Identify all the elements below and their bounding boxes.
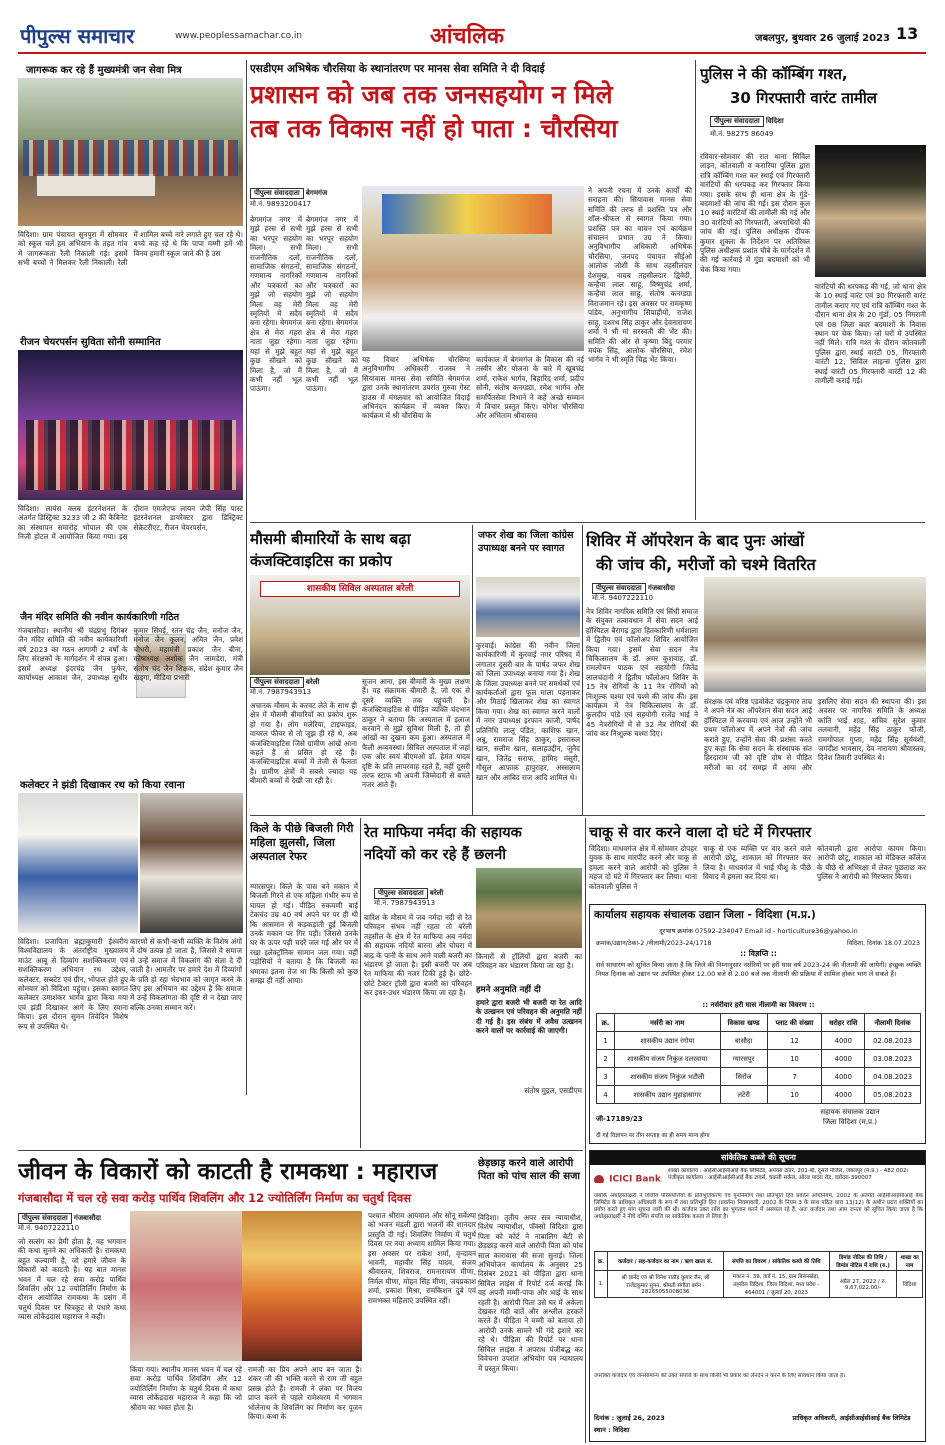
headline: किले के पीछे बिजली गिरी महिला झुलसी, जिला अस्पताल रेफर <box>250 822 354 863</box>
byline <box>250 188 380 199</box>
byline-place: बरेली <box>305 678 320 686</box>
cell: 4000 <box>822 1086 865 1104</box>
branch-address: शाखा कार्यालय : आईसीआईसीआई बैंक लिमिटेड, अपेक्स टावर, 201-बी, दूसरी मंजिल, जबलपुर (म.प्र.) - 482 002। पंजीकृत कार्यालय : आईसीआईसीआई बैंक टावर्स, चकली सर्कल, ओल्ड पादरा रोड, वडोदरा-390007 <box>668 1168 909 1181</box>
cell: 4000 <box>822 1032 865 1050</box>
story-body-2: यह विचार अभिषेक चौरसिया अनुविभागीय अधिकारी राजस्व ने सियावास मानस सेवा समिति बेगमगंज द्वारा उनके स्थानांतरण उपरांत गुरुवा गेस्ट हाउस में मंगलवार को आयोजित विदाई अभिनंदन कार्यक्रम में व्यक्त किए। कार्यक्रम में श्री चौरसिया के <box>362 355 470 421</box>
stage-people <box>26 420 236 490</box>
table-row <box>597 1050 921 1068</box>
eye-flu-story <box>250 525 470 813</box>
byline-place: विदिशा <box>765 117 784 125</box>
notice-title: सांकेतिक कब्जे की सूचना <box>590 1151 926 1165</box>
story-body: गंजबासौदा। स्थानीय श्री चंद्रप्रभु दिगंबर जैन मंदिर समिति की नवीन कार्यकारिणी वर्ष 2023 का गठन आगामी 2 वर्षों के लिए संरक्षकों के मार्गदर्शन में संपन्न हुआ। इसमें अध्यक्ष इंदरचंद्र जैन फुफेर, कार्याध्यक्ष आकाश जैन, उपाध्यक्ष सुधीर कुमार सिंघई, रतन चंद्र जैन, मनोज जैन, मनोज जैन कूलन, अमित जैन, प्रवेश चौधरी, महामंत्री प्रकाश जैन बीना, कोषाध्यक्ष अशोक जैन जामडेरा, मंत्री संतोष चंद जैन शिक्षक, संदेश कुमार जैन खड्गा, मीडिया प्रभारी <box>18 626 243 683</box>
cell: 02.08.2023 <box>865 1032 921 1050</box>
ref-date: विदिशा, दिनांक 18.07.2023 <box>846 940 920 947</box>
lead-story <box>250 60 692 520</box>
story-body-1b: बेगमगंज नगर में मुझे हरस से सभी का भरपूर सहयोग मिला। सभी राजनीतिक दलों, सामाजिक संगठनों, गणमान्य नागरिकों और पत्रकारों का मुझे जो सहयोग मिला वह मेरी स्मृतियों में सदैव बना रहेगा। बेगमगंज क्षेत्र से मेरा गहरा नाता जुड़ा रहेगा। यहां से मुझे बहुत कुछ सीखने को मिला है, जो मैं कभी नहीं भूल पाऊंगा। <box>306 215 358 394</box>
bank-notice <box>589 1150 926 1442</box>
byline-place: गंजबासौदा <box>73 1214 101 1222</box>
h-rule <box>18 1150 583 1151</box>
byline-name: पीपुल्स संवाददाता <box>374 888 428 899</box>
byline-place: गंजबासौदा <box>647 584 675 592</box>
masthead <box>0 0 945 56</box>
police-story <box>700 60 926 520</box>
story-body-3: कार्यकाल में बेगमगंज के विकास की नई तस्वीर और योजना के बारे में खूबचंद्र शर्मा, राकेश भार्गव, बिहारिद शर्मा, प्रदीप सोनी, संतोष कनग्ड्या, रमेश भार्गव और समर्पितसेवा निभाने ने कहे अच्छे सम्मान में विचार प्रस्तुत किए। योगेश चौरसिया और अभिताम श्रीवास्तव <box>476 355 584 421</box>
cell: 4000 <box>822 1068 865 1086</box>
table-row <box>597 1032 921 1050</box>
cell: 10 <box>767 1050 822 1068</box>
bank-logo <box>594 1169 664 1183</box>
col-rule <box>472 525 473 815</box>
story-body-4: पश्चात श्रीराम आयवाल और सोनू सर्वेश्या को भजन मंडली द्वारा भजनों की शानदार प्रस्तुति दी गई। शिवलिंग निर्माण में चतुर्थ दिवस पर नया अध्याय शामिल किया गया। इस अवसर पर राकेश शर्मा, वृन्दावन भावनी, महावीर सिंह यादव, संजय श्रीवास्तव, शिवराज, रामनारायण मीणा, निर्मल मीणा, मोहन सिंह मीणा, जयप्रकाश शर्मा, प्रकाश मिश्रा, रामकिशन दुबे एवं रामभक्त महिलाएं उपस्थित रहीं। <box>368 1211 476 1305</box>
knife-story <box>589 818 926 900</box>
website-url[interactable]: www.peoplessamachar.co.in <box>175 31 303 41</box>
story-body-2: किनारों से ट्रॉलियों द्वारा बजरी का परिवहन कर भंडारण किया जा रहा है। <box>476 952 582 971</box>
sand-mafia-story <box>364 818 582 1148</box>
notice-footer: उपरोक्त कर्जदार एवं जनसामान्य को उक्त संपत्ति के साथ किसी भी प्रकार का लेनदेन न करने के लिए सावधान किया जाता है। <box>594 1373 846 1379</box>
mobile-number: मो.नं. 98275 86049 <box>710 130 774 138</box>
story-body: कुरवाई। कांग्रेस की नवीन जिला कार्यकारिणी में कुरवाई नगर परिषद में लगातार दूसरी बार के पार्षद जफर शेख को जिला उपाध्यक्ष बनाया गया है। शेख के जिला उपाध्यक्ष बनने पर समर्थकों एवं कार्यकर्ताओं द्वारा फूल माला पहनाकर और मिठाई खिलाकर शेख का स्वागत किया गया। शेख का स्वागत करने वालों में नगर उपाध्यक्ष इरफान काजी, पार्षद प्रतिनिधि लालू पंडित, काशिफ खान, अन्नू, रामराज सिंह ठाकुर, इसरारुल खान, सलीम खान, सलाहउद्दीन, जुनैद खान, जितेंद्र सराफ, हामिद मंसूरी, गौसुल आफ़ाक़ हापुराहर, अस्सलाम खान और आबिद राज आदि शामिल थे। <box>476 641 580 782</box>
col-rule <box>246 60 247 1095</box>
police-photo <box>815 145 926 277</box>
headline: छेड़छाड़ करने वाले आरोपी पिता को पांच साल की सजा <box>478 1158 581 1182</box>
story-body-4: ने अपनी रचना में उनके कार्यों की सराहना की। सियावास मानस सेवा समिति की तरफ से प्रशस्ति पत्र और शॉल-श्रीफल से स्वागत किया गया। प्रशस्ति पत्र का वाचन एवं कार्यक्रम संचालन प्रभात उग्र ने किया। अनुविभागीय अधिकारी अभिषेक चौरसिया, जनपद पंचायत सीईओ आलोक जोशी के साथ तहसीलदार देशमुख, नायब तहसीलदार द्विवेदी, कन्हैया लाल साहू, विष्णुचंद्र शर्मा, कन्हैया लाल साहू, संतोष कनग्ड्या विराजमान रहे। इस अवसर पर रामकृष्ण पांडेय, अनुभागीय सिपाहीयों, राजेश साहू, दशरथ सिंह ठाकुर और देवनारायण शर्मा ने भी मां सरस्वती की भेंट की। समिति की ओर से कृष्णा बिंदु परमार मयंक सिंह, आलोक चौरसिया, रमेश भार्गव ने भी स्मृति चिह्न भेंट किया। <box>588 186 692 365</box>
ji-number: जी-17189/23 <box>596 1115 643 1123</box>
signature-title: सहायक संचालक उद्यान <box>820 1108 880 1116</box>
masthead-rule <box>18 52 926 54</box>
subhead: गंजबासौदा में चल रहे सवा करोड़ पार्थिव शिवलिंग और 12 ज्योतिर्लिंग निर्माण का चतुर्थ दिवस <box>18 1191 411 1205</box>
table-row <box>595 1271 923 1298</box>
cell: सिरोंज <box>720 1068 767 1086</box>
story-body-2: सूजन आना, इस बीमारी के मुख्य लक्षण हैं। यह संक्रामक बीमारी है, जो एक से दूसरे व्यक्ति तक पहुंचती है। कंजक्टिवाइटिस से पीड़ित व्यक्ति चंदभान ठाकुर ने बताया कि अस्पताल में इलाज करवाने से मुझे सुविधा मिली है, तो ही आंखों का दुखना कम हुआ। अस्पताल में फैली अव्यवस्था। सिविल अस्पताल में जहां एक और स्वयं बीएमओ डॉ. हेमंत यादव दृष्टि के प्रति लापरवाह रहते हैं, वहीं दूसरी तरफ स्टाफ भी अपनी जिम्मेदारी से बचते नजर आते हैं। <box>362 677 470 790</box>
headline: चाकू से वार करने वाला दो घंटे में गिरफ्तार <box>589 825 812 841</box>
kicker: एसडीएम अभिषेक चौरसिया के स्थानांतरण पर मानस सेवा समिति ने दी विदाई <box>250 63 545 75</box>
hospital-sign: शासकीय सिविल अस्पताल बरेली <box>260 581 460 597</box>
award-photo <box>18 350 243 500</box>
cell: 12 <box>767 1032 822 1050</box>
mobile-number: मो.नं. 7987943913 <box>250 688 312 696</box>
h-rule <box>250 522 925 523</box>
byline <box>18 1213 138 1224</box>
story-body-1: बेगमगंज नगर में मुझे हरस से सभी का भरपूर सहयोग मिला। सभी राजनीतिक दलों, सामाजिक संगठनों, गणमान्य नागरिकों और पत्रकारों का मुझे जो सहयोग मिला वह मेरी स्मृतियों में सदैव बना रहेगा। बेगमगंज क्षेत्र से मेरा गहरा नाता जुड़ा रहेगा। यहां से मुझे बहुत कुछ सीखने को मिला है, जो मैं कभी नहीं भूल पाऊंगा। <box>250 215 302 394</box>
header-cell: क्र. <box>597 1014 615 1032</box>
story-suvita-soni <box>18 332 243 607</box>
header-cell: नीलामी दिनांक <box>865 1014 921 1032</box>
cell: 3 <box>597 1068 615 1086</box>
katha-photo-left <box>130 1211 242 1361</box>
byline-name: पीपुल्स संवाददाता <box>18 1213 72 1224</box>
story-body-2: वारंटियों की धरपकड़ की गई, जो थाना क्षेत्र के 10 स्थाई वारंट एवं 30 गिरफ्तारी वारंट तामील कराए गए एवं रात्रि कॉम्बिंग गश्त के दौरान थाना क्षेत्र के 20 गुंडों, 05 निगरानी एवं 08 जिला बदर बदमाशों के निवास स्थान पर चेक किया। जो घरों में उपस्थित नहीं मिले। रात्रि गश्त के दौरान कोतवाली पुलिस द्वारा स्थाई वारंटी 05, गिरफ्तारी वारंटी 12, सिविल लाइन्स पुलिस द्वारा स्थाई वारंटी 05 गिरफ्तारी वारंटी 12 की तामीली कराई गई। <box>815 282 926 386</box>
cell: 05.08.2023 <box>865 1086 921 1104</box>
cell: बासौदा <box>720 1032 767 1050</box>
byline-name: पीपुल्स संवाददाता <box>592 583 646 594</box>
tender-notice <box>589 904 926 1144</box>
logo: पीपुल्स समाचार <box>20 24 135 48</box>
header-cell: धरोहर राशि <box>822 1014 865 1032</box>
headline-line-2: कंजक्टिवाइटिस का प्रकोप <box>250 552 392 570</box>
byline <box>710 116 860 127</box>
quote-author: संतोष मुद्गल, एसडीएम <box>524 1086 582 1095</box>
headline-line-1: प्रशासन को जब तक जनसहयोग न मिले <box>250 80 613 109</box>
notice-body: जबकि अधोहस्ताक्षरी ने वित्तीय परिसंपत्तियों के प्रतिभूतिकरण एवं पुनर्निर्माण तथा प्रतिभूति हित प्रवर्तन अधिनियम, 2002 के अंतर्गत आईसीआईसीआई बैंक लिमिटेड के प्राधिकृत अधिकारी के रूप में तथा प्रतिभूति हित (प्रवर्तन) नियमावली, 2002 के नियम 3 के साथ पठित धारा 13(12) के अधीन प्रदत्त शक्तियों का प्रयोग करते हुए मांग सूचना जारी की थी। कर्जदार उक्त राशि का भुगतान करने में असफल रहे हैं, अतः कर्जदार तथा आम जनता को सूचित किया जाता है कि अधोहस्ताक्षरी ने नीचे वर्णित संपत्ति पर सांकेतिक कब्जा ले लिया है। <box>594 1193 923 1220</box>
mobile-number: मो.नं. 9893200417 <box>250 200 312 208</box>
story-body: विदिशा। तृतीय अपर सत्र न्यायाधीश, विशेष न्यायाधीश, पॉक्सो विदिशा द्वारा पिता को कोर्ट ने नाबालिग बेटी से छेड़छाड़ करने वाले आरोपी पिता को पांच साल कारावास की सजा सुनाई। जिला अभियोजन कार्यालय के अनुसार 25 दिसंबर 2021 को पीड़िता द्वारा थाना सिविल लाइंस में रिपोर्ट दर्ज कराई कि वह अपनी मम्मी-पापा और भाई के साथ रहती है। आरोपी पिता उसे घर में अकेला देखकर गंदी बातें और अश्लील हरकतें करते हैं। पीड़िता ने मम्मी को बताया तो आरोपी उनके सामने भी गंदे इशारे कर रहे थे। पीड़िता की रिपोर्ट पर थाना सिविल लाइंस ने अपराध पंजीबद्ध कर विवेचना उपरांत अभियोग पत्र न्यायालय में प्रस्तुत किया। <box>478 1213 583 1373</box>
col-rule <box>585 818 586 1443</box>
cell: अप्रैल 27, 2022 / रु. 9,67,022.00/- <box>829 1271 896 1298</box>
flagoff-photo-2 <box>140 793 243 933</box>
cell: मकान नं. 39, वार्ड नं. 15, ग्राम बिसनखेड़ा, तहसील विदिशा, जिला विदिशा, मध्य प्रदेश - 464001 / जुलाई 20, 2023 <box>723 1271 829 1298</box>
story-body: विदिशा। प्रजापिता ब्रह्माकुमारी ईश्वरीय विश्वविद्यालय के अंतर्राष्ट्रीय मुख्यालय माउंट आबू से दिव्यांग सशक्तिकरण एवं सशक्तिकरण अभियान रथ उद्देश्य, कलेक्टर, सब्स्टेट एवं ग्रीन, भोपाल होते हुए सोमवार को विदिशा पहुंचा। इसका स्वागत कलेक्टर उमाशंकर भार्गव द्वारा किया गया एवं झंडी दिखाकर आगे के लिए रवाना किया। इस दौरान सुमन तिवेदिन विशेष रूप से उपस्थित थे। <box>18 937 128 1031</box>
dateline: जबलपुर, बुधवार 26 जुलाई 2023 <box>755 33 890 44</box>
cell: 1 <box>597 1032 615 1050</box>
rally-photo <box>18 78 243 226</box>
headline: जफर शेख का जिला कांग्रेस उपाध्यक्ष बनने पर स्वागत <box>478 530 574 554</box>
col-rule <box>695 60 696 520</box>
story-body-1: बारिश के मौसम में जब नर्मदा नदी से रेत परिवहन संभव नहीं रहता तो बरेली तहसील के क्षेत्र में रेत माफिया अब नर्मदा की सहायक नदियों बारना और घोघरा में बाढ़ के पानी के साथ आने वाली बजरी का भंडारण हो जाता है। इसी बजरी पर अब रेत माफिया की नजर टिकी हुई है। छोटे-छोटे टैक्टर ट्रॉली द्वारा बजरी का परिवहन कर इधर-उधर भंडारण किया जा रहा है। <box>364 913 472 998</box>
story-body-1: जो सत्संग का प्रेमी होता है, वह भगवान की कथा सुनने का अधिकारी है। रामकथा बहुत कल्याणी है, जो हमारे जीवन के विकारों को काटती है। यह बात मानस भवन में चल रहे सवा करोड़ पार्थिव शिवलिंग और 12 ज्योतिर्लिंग निर्माण के दौरान आयोजित रामकथा के प्रसंग में चतुर्थ दिवस पर चित्रकूट से पधारे कथा व्यास लोकेंद्रदास महाराज ने कही। <box>18 1237 126 1322</box>
col-rule <box>360 818 361 1148</box>
eye-camp-story <box>586 525 926 813</box>
mobile-number: मो.नं. 9407222110 <box>592 594 654 602</box>
ref-no: क्रमांक/उद्यान/ठेका-2 /नीलामी/2023-24/1718 <box>596 940 712 947</box>
headline-line-1: मौसमी बीमारियों के साथ बढ़ा <box>250 530 411 548</box>
headline: कलेक्टर ने झंडी दिखाकर रथ को किया रवाना <box>20 780 185 791</box>
story-body-1: रविवार-सोमवार की रात थाना सिविल लाइन, कोतवाली व करारिया पुलिस द्वारा रात्रि कॉम्बिंग गश्त कर स्थाई एवं गिरफ्तारी वारंटियों की धरपकड़ कर गिरफ्तार किया गया। इसके साथ ही थाना क्षेत्र के गुंडे-बदमाशों की जांच की गई। इस दौरान कुल 10 स्थाई वारंटियों की तामीली की गई और 30 वारंटियों को गिरफ्तारी, अपराधियों की जांच की गई। पुलिस अधीक्षक दीपक कुमार शुक्ला के निर्देशन पर अतिरिक्त पुलिस अधीक्षक प्रशांत चौबे के मार्गदर्शन में की गई कार्रवाई में गुंडा बदमाशों को भी चेक किया गया। <box>700 152 810 274</box>
hospital-photo <box>250 575 470 675</box>
headline: जागरूक कर रहे हैं मुख्यमंत्री जन सेवा मित्र <box>26 65 182 76</box>
welcome-photo <box>476 577 580 637</box>
cell: 04.08.2023 <box>865 1068 921 1086</box>
quote: हमारे द्वारा बजरी भी बजरी या रेत आदि के उत्खनन एवं परिवहन की अनुमति नहीं दी गई है। इस संबंध में अवैध उत्खनन करने वालों पर कार्रवाई की जाएगी। <box>476 998 582 1036</box>
cell: शासकीय संजय निकुंज दलरवाया <box>614 1050 720 1068</box>
headline-line-2: नदियों को कर रहे हैं छलनी <box>364 847 506 863</box>
headline-line-1: रेत माफिया नर्मदा की सहायक <box>364 825 522 841</box>
lightning-story <box>250 818 358 1148</box>
cell: 03.08.2023 <box>865 1050 921 1068</box>
table-row <box>597 1086 921 1104</box>
byline-place: बेगमगंज <box>305 189 328 197</box>
sand-photo <box>476 868 582 948</box>
table-header-row <box>595 1252 923 1271</box>
notice-intro: सर्व साधारण को सूचित किया जाता है कि जिले की निम्नानुसार नर्सरियों पर हरी घास वर्ष 2023-24 की नीलामी की जायेगी। इच्छुक व्यक्ति नियत दिनांक को उद्यान पर उपस्थित होकर 12.00 बजे से 2.00 बजे तक नीलामी की प्रक्रिया में शामिल होकर भाग ले सकते हैं। <box>596 961 921 978</box>
byline-name: पीपुल्स संवाददाता <box>710 116 764 127</box>
footer-note: दी गई विज्ञापन पर तीन सप्ताह का ही समय मान्य होगा <box>596 1133 710 1139</box>
story-body-3: कोतवाली द्वारा आरोपा कायम किया। आरोपी छोटू, शाकाल को मेडिकल कॉलेज के पीछे से अभिरक्षा में लेकर पूछताछ कर पुलिस ने आरोपी को गिरफ्तार किया। <box>817 844 926 882</box>
notice-date: दिनांक : जुलाई 26, 2023 <box>594 1414 665 1422</box>
cell: 1. <box>595 1271 608 1298</box>
header-cell: डिमांड नोटिस की तिथि / डिमांड नोटिस में राशि (रु.) <box>829 1252 896 1271</box>
headline: जीवन के विकारों को काटती है रामकथा : महाराज <box>18 1159 438 1185</box>
story-body-3: रामजी का प्रिय अपने आप बन जाता है। शंकर जी की भक्ति करने से राम जी बहुत प्रसन्न होते हैं। रामजी ने लंका पर विजय प्राप्त करने से पहले रामेश्वरम में भगवान भोलेनाथ के शिवलिंग का निर्माण कर पूजन किया। कथा के <box>248 1365 362 1422</box>
mobile-number: मो.नं. 9407222110 <box>18 1224 80 1232</box>
farewell-banner-text <box>422 204 532 218</box>
table-row <box>597 1068 921 1086</box>
story-body: विदिशा। लायंस क्लब इंटरनेशनल के अंतर्गत डिस्ट्रिक्ट 3233 जी 2 की कैबिनेट का संस्थापन समारोह भोपाल की एक निजी होटल में आयोजित किया गया। इस दौरान एमजेएफ लायन जेपी सिंह पास्ट इंटरनेशनल डायरेक्टर द्वारा डिस्ट्रिक्ट सेक्रेटरीएट, रीजन चेयरपर्सन, <box>18 504 243 542</box>
cell: 10 <box>767 1086 822 1104</box>
cell: श्री ज्ञानेंद्र एवं श्री विनेश राठौड़ कुमार जैन, श्री राजेंद्रकुमार सुमन, श्रीमती संगीता बर्मन - 28265055008036 <box>608 1271 723 1298</box>
mobile-number: मो.नं. 7987943913 <box>374 899 436 907</box>
jafar-story <box>476 525 580 813</box>
header-cell: विकास खण्ड <box>720 1014 767 1032</box>
byline <box>250 677 370 688</box>
story-body-1: ग्यारसपुर। किले के पास बने मकान में बिजली गिरने से एक महिला गंभीर रूप से घायल हो गई। पीड़ित रुकमणी बाई टेकचंद उम्र 40 वर्ष अपने घर पर ही थी कि आसमान से कड़कड़ाती हुई बिजली उनके मकान पर गिर पड़ी। जिससे उनके घर के ऊपर पड़ी चदरें जल गई और घर में रखा इलेक्ट्रॉनिक सामान जल गया। वहीं पड़ोसियों ने बताया है कि बिजली का धमाका इतना तेज था कि किसी को कुछ समझ ही नहीं आया। <box>250 882 358 986</box>
header-cell: प्लाट की संख्या <box>767 1014 822 1032</box>
story-body: विदिशा। ग्राम पंचायत सुनपुरा में सोमवार को स्कूल चलें हम अभियान के तहत गांव में जागरूकता रैली निकाली गई। इसमें सभी बच्चों ने मिलकर रैली निकाली। रैली में शामिल बच्चे नारे लगाते हुए चल रहे थे। बच्चे कह रहे थे कि पापा मम्मी हमें भी विनय हमारी स्कूल जाने की है उस <box>18 230 243 268</box>
story-body-1: अचानक मौसम के करवट लेते के साथ ही क्षेत्र में मौसमी बीमारियों का प्रकोप शुरू हो गया है। लोग मलेरिया, टाइफाइड, वायरल फीवर से तो जूझ ही रहे थे, अब कंजक्टिवाइटिस जिसे ग्रामीण आंखें आना कहते हैं से प्रसित हो रहे हैं। कंजक्टिवाइटिस बच्चों में तेजी से फैलता है। ग्रामीण क्षेत्रों में सबसे ज्यादा यह बीमारी बच्चों में देखी जा रही है। <box>250 701 357 786</box>
rath-story-continued: कारणों से कभी-कभी व्यक्ति के विशेष अंगों में दोष उत्पन्न हो जाता है, जिससे वे समाज से उन्हें समाज में विकलांग की संज्ञा दे दी जाती है। आमतौर पर हमारे देश में दिव्यांगों के प्रति हो रहा भेदभाव को जागृत करने के लिए इस अभियान का उद्देश्य है कि समाज में उन्हें विकलांगता की दृष्टि से न देखा जाए बल्कि उनका सम्मान करें। <box>130 937 242 1012</box>
cell: लटेरी <box>720 1086 767 1104</box>
cell: 2 <box>597 1050 615 1068</box>
story-jan-seva-mitra <box>18 60 243 330</box>
cell: 7 <box>767 1068 822 1086</box>
cell: शासकीय संजय निकुंज भटौली <box>614 1068 720 1086</box>
col-rule <box>582 525 583 815</box>
notice-place: स्थान : विदिशा <box>594 1426 630 1434</box>
crowd <box>23 140 238 176</box>
header-cell: संपत्ति का विवरण / सांकेतिक कब्जे की तिथि <box>723 1252 829 1271</box>
cell: शासकीय उद्यान मुहाड़ासागर <box>614 1086 720 1104</box>
headline: जैन मंदिर समिति की नवीन कार्यकारिणी गठित <box>20 612 180 623</box>
story-body-1: नेत्र शिविर नागरिक समिति एवं सिंधी समाज के संयुक्त तत्वावधान में सेवा सदन आई हॉस्पिटल बैरागढ़ द्वारा हितकारिणी धर्मशाला में द्वितीय एवं फॉलोअप शिविर आयोजित किया गया। इसमें सेवा सदन नेत्र चिकित्सालय के डॉ. अमर कुशवाह, डॉ. रामलोचन पाठक एवं सहयोगी जितेंद्र लालचंदानी ने द्वितीय फॉलोअप शिविर के 15 नेत्र रोगियों के 11 नेत्र रोगियों को निःशुल्क चश्मा एवं चश्मे की जांच की। इस कार्यक्रम में नेत्र चिकित्सालय के डॉ. कुलदीप पांडे एवं सहयोगी राजेंद्र भाई ने 45 नेत्ररोगियों में से 32 नेत्र रोगियों की जांच कर निःशुल्क चश्मा दिए। <box>586 607 698 739</box>
headline-line-2: की जांच की, मरीजों को चश्मे वितरित <box>596 555 816 574</box>
farewell-photo <box>362 186 584 351</box>
story-body-2: संरक्षक एवं वरिष्ठ एडवोकेट चंद्रकुमार ताम्र ने अपने नेत्र का ऑपरेशन सेवा सदन आई हॉस्पिटल में करवाया एवं आज उन्होंने भी प्रथम फॉलोअप में अपने नेत्रों की जांच कराते हुए, उन्होंने सेवा की प्रशंसा करते हुए कहा कि सेवा सदन के संस्थापक संत हिरदाराम जी को दृष्टि दोष से पीड़ित मरीजों का दर्द समझ में आया और इसलिए सेवा सदन की स्थापना की। इस अवसर पर नागरिक समिति के अध्यक्ष कांति भाई शाह, सचिव सुरेश कुमार तलवानी, महेंद्र सिंह ठाकुर फौजी, रामगोपाल गुप्ता, महेंद्र सिंह सूर्यवंशी, जगदीश भावसार, देव नारायण श्रीवास्तव, दिनेश तिवारी उपस्थित थे। <box>704 697 926 772</box>
header-cell: क्र. <box>595 1252 608 1271</box>
byline-name: पीपुल्स संवाददाता <box>250 677 304 688</box>
story-jain-mandir <box>18 608 243 773</box>
section-title: आंचलिक <box>430 24 504 49</box>
bank-logo-icon <box>594 1175 604 1184</box>
notice-signature: प्राधिकृत अधिकारी, आईसीआईसीआई बैंक लिमिटेड <box>792 1415 911 1422</box>
office-title: कार्यालय सहायक संचालक उद्यान जिला - विदिशा (म.प्र.) <box>594 909 816 921</box>
headline-line-1: पुलिस ने की कॉम्बिंग गश्त, <box>700 65 848 83</box>
cell: 4 <box>597 1086 615 1104</box>
table-header-row <box>597 1014 921 1032</box>
bank-name: ICICI Bank <box>609 1174 661 1183</box>
headline-line-2: 30 गिरफ्तारी वारंट तामील <box>730 89 877 107</box>
story-body-2: किया गया। स्थानीय मानस भवन में चल रहे सवा करोड़ पार्थिव शिवलिंग और 12 ज्योतिर्लिंग निर्माण के चतुर्थ दिवस में कथा व्यास लोकेंद्रदास महाराज ने कहा कि जो श्रीराम का भक्त होता है। <box>130 1365 242 1412</box>
h-rule <box>250 815 925 816</box>
headline-line-2: तब तक विकास नहीं हो पाता : चौरसिया <box>250 114 618 143</box>
flagoff-photo-1 <box>18 793 138 933</box>
camp-photo <box>704 577 926 692</box>
contact: दूरभाष क्रमांक 07592-234047 Email id - horticulture36@yahoo.in <box>659 927 858 935</box>
borrower-table <box>594 1251 923 1298</box>
headline: रीजन चेयरपर्सन सुविता सोनी सम्मानित <box>20 337 161 348</box>
katha-photo <box>130 1211 362 1361</box>
cell: 4000 <box>822 1050 865 1068</box>
byline-place: बरेली <box>429 889 444 897</box>
cell: विदिशा <box>897 1271 923 1298</box>
notice-title: :: विज्ञप्ति :: <box>740 949 777 958</box>
header-cell: शाखा का नाम <box>897 1252 923 1271</box>
signature-place: जिला विदिशा (म.प्र.) <box>823 1118 877 1126</box>
cell: ग्यारसपुर <box>720 1050 767 1068</box>
page-number: 13 <box>896 24 919 43</box>
table-title: :: नर्सरीवार हरी घास नीलामी का विवरण :: <box>702 1001 815 1009</box>
nursery-table <box>596 1013 921 1104</box>
story-body-1: विदिशा। माधवगंज क्षेत्र में सोमवार दोपहर युवक के साथ मारपीट करने और चाकू से हमला करने वाले आरोपी को पुलिस ने महज दो घंटे में गिरफ्तार कर लिया। थाना कोतवाली पुलिस ने <box>589 844 697 891</box>
story-body-2: चाकू से एक व्यक्ति पर वार करने वाले आरोपी छोटू, शाकाल को गिरफ्तार कर लिया है। माधवगंज में भाई यीशु के पीछे विवाद में हमला कर दिया था। <box>703 844 811 882</box>
cell: शासकीय उद्यान रंगोया <box>614 1032 720 1050</box>
court-story <box>478 1153 583 1443</box>
header-cell: नर्सरी का नाम <box>614 1014 720 1032</box>
byline-name: पीपुल्स संवाददाता <box>250 188 304 199</box>
banner <box>36 173 156 197</box>
headline-line-1: शिविर में ऑपरेशन के बाद पुनः आंखों <box>586 531 805 550</box>
header-cell: कर्जदार / सह-कर्जदार का नाम / ऋण खाता सं. <box>608 1252 723 1271</box>
subhead: हमने अनुमति नहीं दी <box>476 985 541 995</box>
